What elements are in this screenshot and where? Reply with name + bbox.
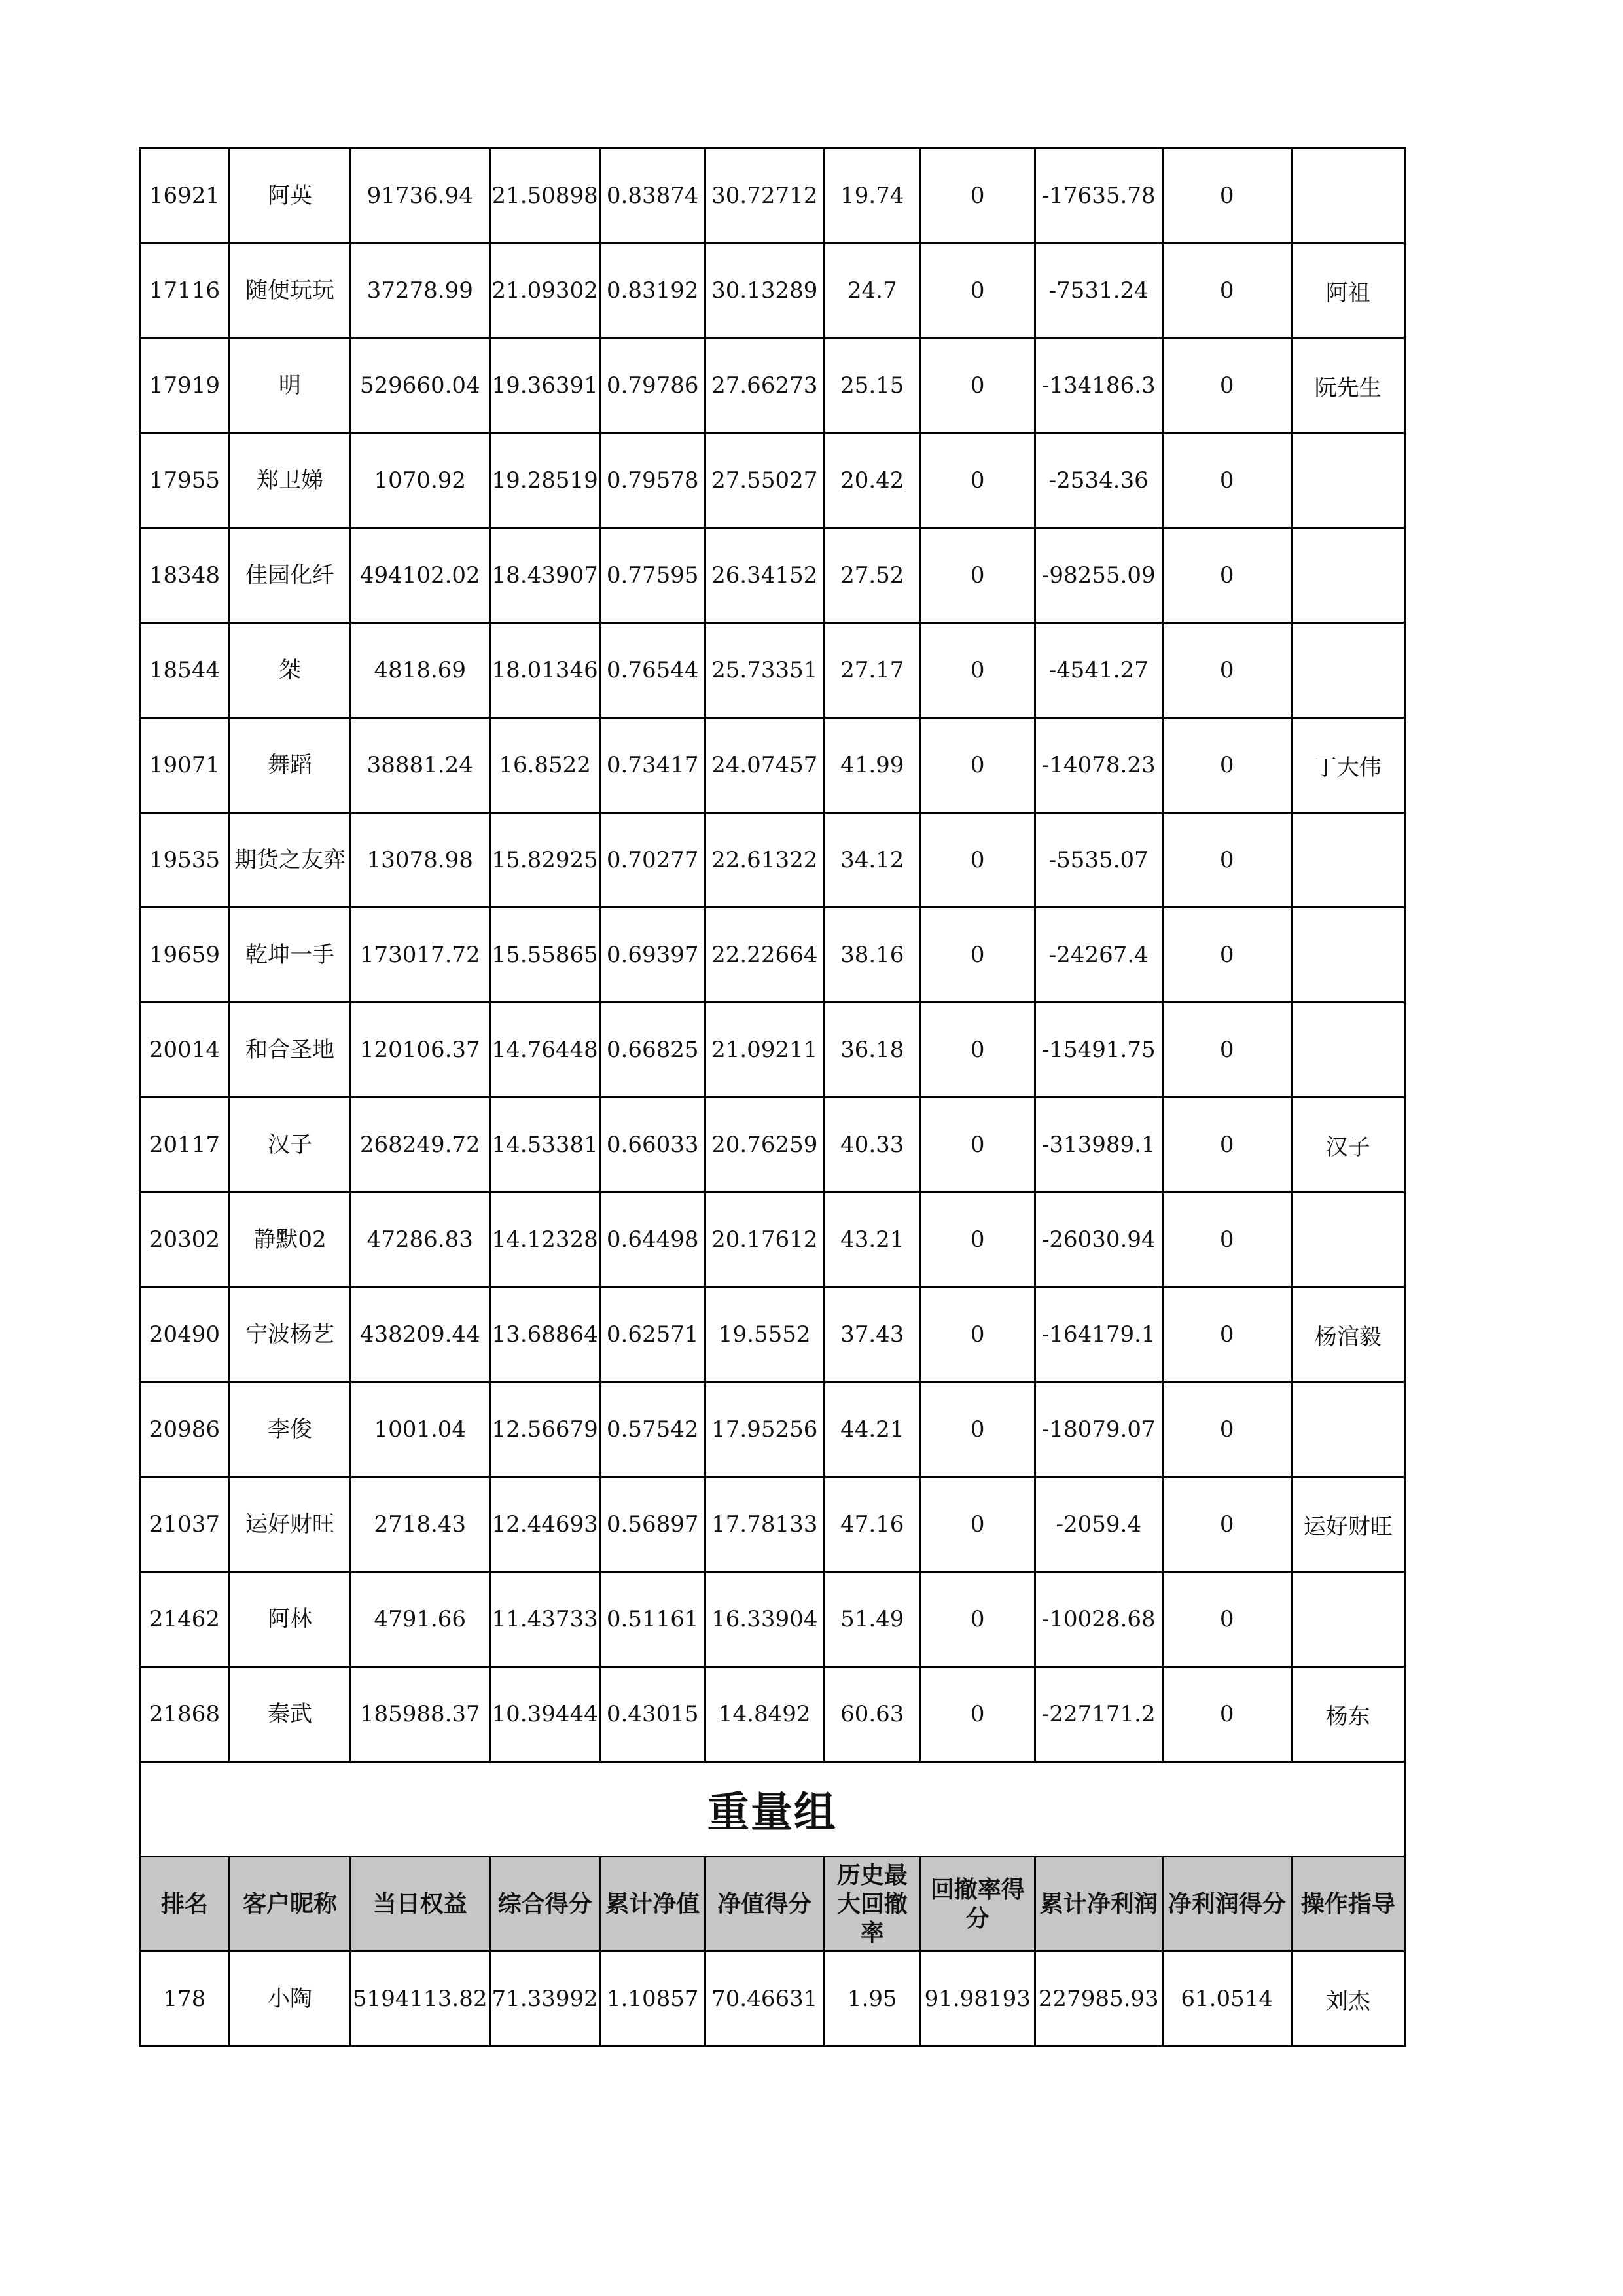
cell-rank: 18348 — [140, 528, 230, 623]
cell-profit-score: 0 — [1162, 528, 1291, 623]
cell-nav-score: 70.46631 — [705, 1952, 824, 2047]
cell-max-drawdown: 37.43 — [824, 1287, 920, 1382]
cell-rank: 21462 — [140, 1572, 230, 1667]
cell-nav-score: 16.33904 — [705, 1572, 824, 1667]
cell-equity: 185988.37 — [351, 1667, 490, 1762]
cell-nav-score: 21.09211 — [705, 1003, 824, 1098]
cell-nickname: 静默02 — [230, 1193, 351, 1287]
cell-rank: 16921 — [140, 149, 230, 243]
cell-rank: 17919 — [140, 338, 230, 433]
cell-profit-score: 0 — [1162, 1667, 1291, 1762]
cell-max-drawdown: 20.42 — [824, 433, 920, 528]
top-rows — [140, 149, 1405, 1762]
cell-equity: 1070.92 — [351, 433, 490, 528]
cell-profit-score: 0 — [1162, 433, 1291, 528]
cell-equity: 2718.43 — [351, 1477, 490, 1572]
cell-rank: 20490 — [140, 1287, 230, 1382]
cell-nav-score: 26.34152 — [705, 528, 824, 623]
cell-nickname: 舞蹈 — [230, 718, 351, 813]
header-advisor: 操作指导 — [1291, 1857, 1404, 1952]
cell-nav-score: 17.78133 — [705, 1477, 824, 1572]
cell-cumulative-nav: 0.51161 — [600, 1572, 705, 1667]
cell-cumulative-profit: -4541.27 — [1035, 623, 1162, 718]
cell-cumulative-profit: -2059.4 — [1035, 1477, 1162, 1572]
cell-composite-score: 12.44693 — [490, 1477, 600, 1572]
cell-advisor — [1291, 433, 1404, 528]
table-row — [140, 1477, 1405, 1572]
cell-composite-score: 14.12328 — [490, 1193, 600, 1287]
header-profit-score: 净利润得分 — [1162, 1857, 1291, 1952]
cell-composite-score: 15.55865 — [490, 908, 600, 1003]
cell-nickname: 阿林 — [230, 1572, 351, 1667]
cell-advisor — [1291, 1572, 1404, 1667]
cell-drawdown-score: 0 — [920, 1477, 1035, 1572]
cell-composite-score: 12.56679 — [490, 1382, 600, 1477]
cell-composite-score: 11.43733 — [490, 1572, 600, 1667]
table-row — [140, 1667, 1405, 1762]
table-row — [140, 1003, 1405, 1098]
cell-cumulative-nav: 0.66033 — [600, 1098, 705, 1193]
cell-max-drawdown: 47.16 — [824, 1477, 920, 1572]
cell-nav-score: 27.55027 — [705, 433, 824, 528]
cell-cumulative-nav: 0.43015 — [600, 1667, 705, 1762]
cell-equity: 47286.83 — [351, 1193, 490, 1287]
cell-cumulative-profit: -10028.68 — [1035, 1572, 1162, 1667]
header-max-drawdown: 历史最大回撤率 — [824, 1857, 920, 1952]
cell-cumulative-profit: -15491.75 — [1035, 1003, 1162, 1098]
cell-nav-score: 14.8492 — [705, 1667, 824, 1762]
cell-advisor: 运好财旺 — [1291, 1477, 1404, 1572]
ranking-table — [139, 147, 1406, 2047]
cell-rank: 19535 — [140, 813, 230, 908]
cell-drawdown-score: 0 — [920, 813, 1035, 908]
cell-nickname: 秦武 — [230, 1667, 351, 1762]
table-row — [140, 528, 1405, 623]
cell-nickname: 李俊 — [230, 1382, 351, 1477]
cell-nav-score: 17.95256 — [705, 1382, 824, 1477]
cell-equity: 173017.72 — [351, 908, 490, 1003]
cell-cumulative-nav: 0.83192 — [600, 243, 705, 338]
cell-equity: 1001.04 — [351, 1382, 490, 1477]
cell-nav-score: 19.5552 — [705, 1287, 824, 1382]
table-row — [140, 433, 1405, 528]
table-row — [140, 1952, 1405, 2047]
cell-max-drawdown: 27.52 — [824, 528, 920, 623]
cell-drawdown-score: 0 — [920, 243, 1035, 338]
cell-cumulative-profit: -164179.1 — [1035, 1287, 1162, 1382]
cell-drawdown-score: 0 — [920, 1667, 1035, 1762]
cell-cumulative-profit: -17635.78 — [1035, 149, 1162, 243]
cell-composite-score: 18.01346 — [490, 623, 600, 718]
cell-nickname: 郑卫娣 — [230, 433, 351, 528]
cell-drawdown-score: 0 — [920, 718, 1035, 813]
cell-max-drawdown: 19.74 — [824, 149, 920, 243]
cell-advisor: 汉子 — [1291, 1098, 1404, 1193]
cell-nickname: 期货之友弈 — [230, 813, 351, 908]
cell-cumulative-profit: -2534.36 — [1035, 433, 1162, 528]
cell-cumulative-nav: 0.62571 — [600, 1287, 705, 1382]
cell-nav-score: 20.76259 — [705, 1098, 824, 1193]
cell-advisor: 丁大伟 — [1291, 718, 1404, 813]
cell-cumulative-nav: 0.57542 — [600, 1382, 705, 1477]
cell-cumulative-nav: 0.79578 — [600, 433, 705, 528]
cell-cumulative-profit: -26030.94 — [1035, 1193, 1162, 1287]
cell-equity: 91736.94 — [351, 149, 490, 243]
cell-cumulative-profit: -227171.2 — [1035, 1667, 1162, 1762]
cell-nickname: 阿英 — [230, 149, 351, 243]
cell-max-drawdown: 25.15 — [824, 338, 920, 433]
cell-drawdown-score: 0 — [920, 528, 1035, 623]
cell-advisor — [1291, 528, 1404, 623]
table-row — [140, 338, 1405, 433]
cell-cumulative-profit: 227985.93 — [1035, 1952, 1162, 2047]
header-composite-score: 综合得分 — [490, 1857, 600, 1952]
cell-composite-score: 71.33992 — [490, 1952, 600, 2047]
cell-advisor — [1291, 1193, 1404, 1287]
cell-max-drawdown: 60.63 — [824, 1667, 920, 1762]
cell-drawdown-score: 0 — [920, 1193, 1035, 1287]
cell-composite-score: 21.50898 — [490, 149, 600, 243]
cell-max-drawdown: 51.49 — [824, 1572, 920, 1667]
cell-equity: 13078.98 — [351, 813, 490, 908]
cell-rank: 178 — [140, 1952, 230, 2047]
cell-drawdown-score: 91.98193 — [920, 1952, 1035, 2047]
cell-cumulative-profit: -5535.07 — [1035, 813, 1162, 908]
section-title: 重量组 — [140, 1762, 1405, 1857]
cell-max-drawdown: 44.21 — [824, 1382, 920, 1477]
table-row — [140, 1287, 1405, 1382]
header-cumulative-profit: 累计净利润 — [1035, 1857, 1162, 1952]
cell-equity: 529660.04 — [351, 338, 490, 433]
table-row — [140, 243, 1405, 338]
cell-composite-score: 21.09302 — [490, 243, 600, 338]
cell-nickname: 明 — [230, 338, 351, 433]
cell-max-drawdown: 40.33 — [824, 1098, 920, 1193]
cell-nav-score: 20.17612 — [705, 1193, 824, 1287]
cell-advisor — [1291, 623, 1404, 718]
cell-max-drawdown: 38.16 — [824, 908, 920, 1003]
cell-composite-score: 14.76448 — [490, 1003, 600, 1098]
cell-cumulative-nav: 0.70277 — [600, 813, 705, 908]
section-title-row — [140, 1762, 1405, 1857]
cell-composite-score: 19.28519 — [490, 433, 600, 528]
cell-equity: 268249.72 — [351, 1098, 490, 1193]
cell-max-drawdown: 24.7 — [824, 243, 920, 338]
cell-nickname: 随便玩玩 — [230, 243, 351, 338]
cell-rank: 20986 — [140, 1382, 230, 1477]
cell-profit-score: 0 — [1162, 813, 1291, 908]
cell-rank: 20302 — [140, 1193, 230, 1287]
cell-nickname: 汉子 — [230, 1098, 351, 1193]
cell-equity: 4791.66 — [351, 1572, 490, 1667]
cell-profit-score: 0 — [1162, 149, 1291, 243]
cell-nav-score: 22.22664 — [705, 908, 824, 1003]
cell-drawdown-score: 0 — [920, 1003, 1035, 1098]
cell-nickname: 和合圣地 — [230, 1003, 351, 1098]
cell-max-drawdown: 1.95 — [824, 1952, 920, 2047]
cell-max-drawdown: 41.99 — [824, 718, 920, 813]
cell-advisor: 阮先生 — [1291, 338, 1404, 433]
cell-cumulative-nav: 0.56897 — [600, 1477, 705, 1572]
cell-cumulative-profit: -14078.23 — [1035, 718, 1162, 813]
header-cumulative-nav: 累计净值 — [600, 1857, 705, 1952]
cell-cumulative-profit: -7531.24 — [1035, 243, 1162, 338]
cell-profit-score: 0 — [1162, 1477, 1291, 1572]
cell-nav-score: 22.61322 — [705, 813, 824, 908]
cell-max-drawdown: 36.18 — [824, 1003, 920, 1098]
cell-profit-score: 0 — [1162, 718, 1291, 813]
cell-advisor — [1291, 908, 1404, 1003]
cell-nickname: 佳园化纤 — [230, 528, 351, 623]
cell-profit-score: 0 — [1162, 1572, 1291, 1667]
cell-drawdown-score: 0 — [920, 433, 1035, 528]
cell-composite-score: 13.68864 — [490, 1287, 600, 1382]
header-row — [140, 1857, 1405, 1952]
cell-drawdown-score: 0 — [920, 1572, 1035, 1667]
header-nav-score: 净值得分 — [705, 1857, 824, 1952]
cell-rank: 19071 — [140, 718, 230, 813]
cell-cumulative-nav: 0.73417 — [600, 718, 705, 813]
table-row — [140, 1193, 1405, 1287]
cell-drawdown-score: 0 — [920, 1382, 1035, 1477]
cell-advisor — [1291, 813, 1404, 908]
cell-drawdown-score: 0 — [920, 149, 1035, 243]
cell-cumulative-nav: 0.76544 — [600, 623, 705, 718]
cell-drawdown-score: 0 — [920, 1098, 1035, 1193]
cell-equity: 38881.24 — [351, 718, 490, 813]
cell-rank: 17955 — [140, 433, 230, 528]
cell-nickname: 小陶 — [230, 1952, 351, 2047]
cell-drawdown-score: 0 — [920, 623, 1035, 718]
cell-rank: 20117 — [140, 1098, 230, 1193]
cell-composite-score: 14.53381 — [490, 1098, 600, 1193]
cell-cumulative-nav: 0.83874 — [600, 149, 705, 243]
cell-rank: 20014 — [140, 1003, 230, 1098]
header-nickname: 客户昵称 — [230, 1857, 351, 1952]
cell-composite-score: 16.8522 — [490, 718, 600, 813]
cell-cumulative-nav: 0.79786 — [600, 338, 705, 433]
cell-equity: 4818.69 — [351, 623, 490, 718]
cell-rank: 19659 — [140, 908, 230, 1003]
cell-nickname: 宁波杨艺 — [230, 1287, 351, 1382]
header-equity: 当日权益 — [351, 1857, 490, 1952]
cell-cumulative-nav: 1.10857 — [600, 1952, 705, 2047]
cell-profit-score: 0 — [1162, 623, 1291, 718]
cell-composite-score: 18.43907 — [490, 528, 600, 623]
cell-cumulative-nav: 0.69397 — [600, 908, 705, 1003]
cell-nav-score: 27.66273 — [705, 338, 824, 433]
cell-composite-score: 19.36391 — [490, 338, 600, 433]
bottom-rows — [140, 1952, 1405, 2047]
table-row — [140, 1098, 1405, 1193]
cell-composite-score: 15.82925 — [490, 813, 600, 908]
cell-advisor: 刘杰 — [1291, 1952, 1404, 2047]
cell-rank: 21037 — [140, 1477, 230, 1572]
cell-rank: 18544 — [140, 623, 230, 718]
cell-cumulative-nav: 0.77595 — [600, 528, 705, 623]
table-row — [140, 718, 1405, 813]
cell-cumulative-profit: -313989.1 — [1035, 1098, 1162, 1193]
cell-equity: 37278.99 — [351, 243, 490, 338]
header-rank: 排名 — [140, 1857, 230, 1952]
cell-cumulative-profit: -98255.09 — [1035, 528, 1162, 623]
table-row — [140, 1382, 1405, 1477]
cell-profit-score: 0 — [1162, 1003, 1291, 1098]
cell-nickname: 运好财旺 — [230, 1477, 351, 1572]
cell-cumulative-profit: -24267.4 — [1035, 908, 1162, 1003]
cell-rank: 21868 — [140, 1667, 230, 1762]
cell-advisor: 杨涫毅 — [1291, 1287, 1404, 1382]
cell-profit-score: 0 — [1162, 1287, 1291, 1382]
cell-profit-score: 0 — [1162, 243, 1291, 338]
header-drawdown-score: 回撤率得分 — [920, 1857, 1035, 1952]
cell-cumulative-profit: -134186.3 — [1035, 338, 1162, 433]
cell-profit-score: 0 — [1162, 908, 1291, 1003]
cell-cumulative-nav: 0.64498 — [600, 1193, 705, 1287]
table-row — [140, 623, 1405, 718]
cell-equity: 494102.02 — [351, 528, 490, 623]
cell-nav-score: 30.72712 — [705, 149, 824, 243]
cell-advisor: 阿祖 — [1291, 243, 1404, 338]
cell-profit-score: 0 — [1162, 338, 1291, 433]
table-row — [140, 149, 1405, 243]
cell-advisor — [1291, 149, 1404, 243]
cell-equity: 438209.44 — [351, 1287, 490, 1382]
table-row — [140, 1572, 1405, 1667]
cell-rank: 17116 — [140, 243, 230, 338]
cell-composite-score: 10.39444 — [490, 1667, 600, 1762]
cell-nickname: 乾坤一手 — [230, 908, 351, 1003]
cell-cumulative-profit: -18079.07 — [1035, 1382, 1162, 1477]
cell-nav-score: 30.13289 — [705, 243, 824, 338]
cell-drawdown-score: 0 — [920, 908, 1035, 1003]
table-row — [140, 908, 1405, 1003]
cell-equity: 120106.37 — [351, 1003, 490, 1098]
cell-max-drawdown: 27.17 — [824, 623, 920, 718]
table-row — [140, 813, 1405, 908]
cell-advisor: 杨东 — [1291, 1667, 1404, 1762]
cell-profit-score: 61.0514 — [1162, 1952, 1291, 2047]
cell-nickname: 桀 — [230, 623, 351, 718]
cell-drawdown-score: 0 — [920, 338, 1035, 433]
cell-drawdown-score: 0 — [920, 1287, 1035, 1382]
cell-nav-score: 25.73351 — [705, 623, 824, 718]
cell-advisor — [1291, 1382, 1404, 1477]
cell-profit-score: 0 — [1162, 1193, 1291, 1287]
cell-nav-score: 24.07457 — [705, 718, 824, 813]
cell-advisor — [1291, 1003, 1404, 1098]
cell-profit-score: 0 — [1162, 1382, 1291, 1477]
cell-cumulative-nav: 0.66825 — [600, 1003, 705, 1098]
cell-profit-score: 0 — [1162, 1098, 1291, 1193]
cell-max-drawdown: 43.21 — [824, 1193, 920, 1287]
cell-equity: 5194113.82 — [351, 1952, 490, 2047]
cell-max-drawdown: 34.12 — [824, 813, 920, 908]
